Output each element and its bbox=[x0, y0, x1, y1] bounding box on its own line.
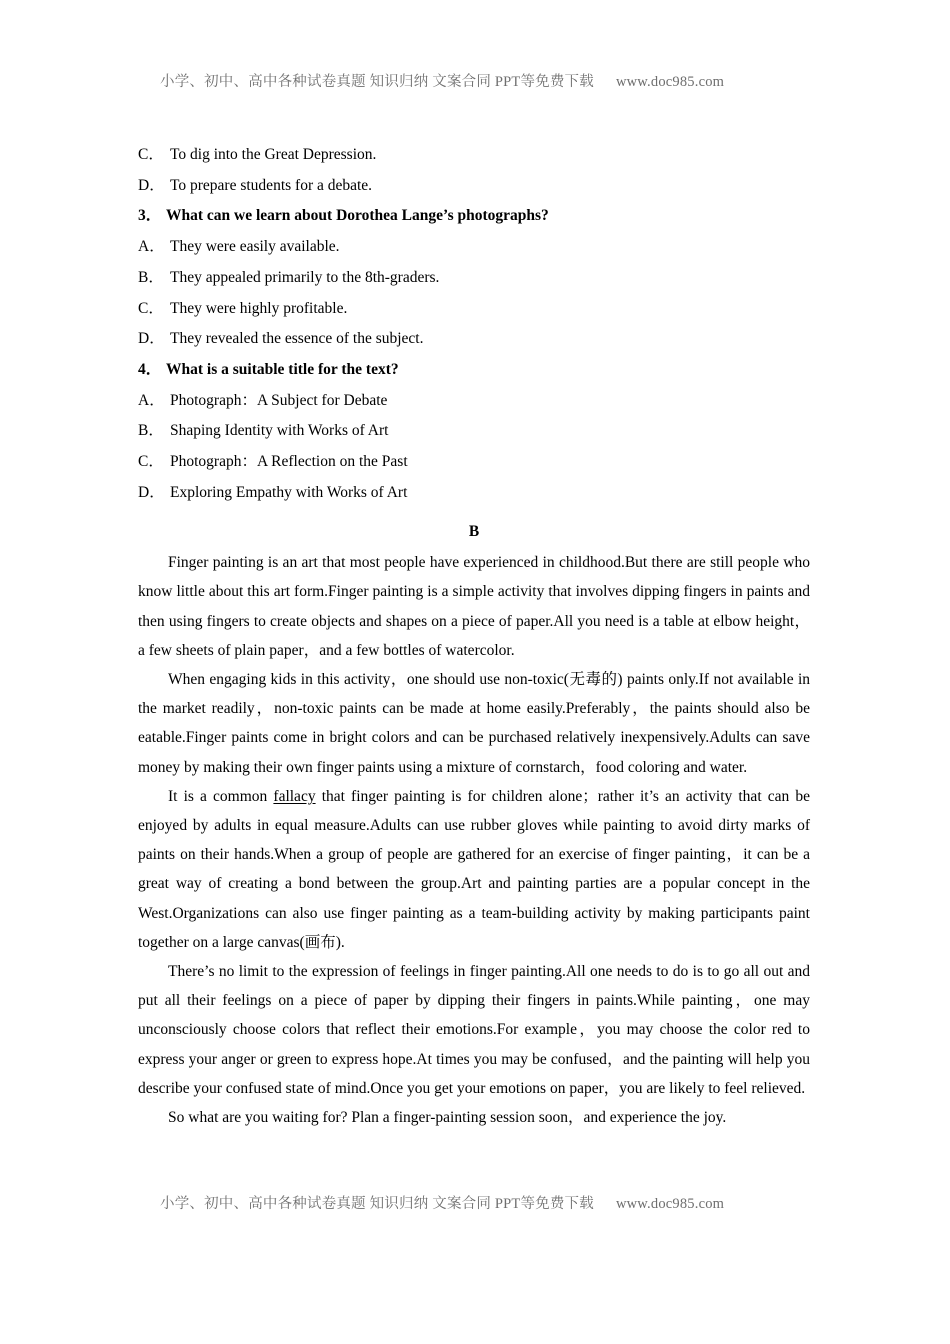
question-number: 4． bbox=[138, 360, 162, 378]
watermark-header-site: www.doc985.com bbox=[615, 74, 725, 90]
section-letter: B bbox=[468, 523, 480, 541]
option-row bbox=[138, 294, 810, 325]
option-marker: C． bbox=[138, 146, 164, 163]
paragraph-text-before: It is a common bbox=[168, 787, 274, 805]
option-marker: C． bbox=[138, 299, 164, 317]
option-row bbox=[138, 416, 810, 447]
option-text: They revealed the essence of the subject. bbox=[170, 330, 424, 348]
option-row bbox=[138, 386, 810, 417]
question-4-stem bbox=[138, 355, 810, 386]
watermark-footer-text: 小学、初中、高中各种试卷真题 知识归纳 文案合同 PPT等免费下载 bbox=[160, 1196, 594, 1212]
option-row bbox=[138, 140, 810, 171]
option-text: Photograph：A Subject for Debate bbox=[170, 391, 388, 409]
option-marker: D． bbox=[138, 330, 165, 348]
watermark-header bbox=[160, 70, 724, 91]
option-row bbox=[138, 263, 810, 294]
option-row bbox=[138, 171, 810, 202]
option-marker: D． bbox=[138, 483, 165, 501]
question-number: 3． bbox=[138, 207, 162, 225]
option-marker: A． bbox=[138, 238, 165, 256]
passage-paragraph: Finger painting is an art that most people have experienced in childhood.But there are still people who know little about this art form.Finger painting is a simple activity that involves dipping fingers in paints and then using fingers to create objects and shapes on a piece of paper.All you need is a table at elbow height，a few sheets of plain paper，and a few bottles of watercolor. bbox=[138, 554, 810, 659]
option-row bbox=[138, 478, 810, 509]
option-row bbox=[138, 232, 810, 263]
option-text: They appealed primarily to the 8th-graders. bbox=[170, 268, 440, 286]
option-text: Photograph：A Reflection on the Past bbox=[170, 453, 408, 471]
option-text: Exploring Empathy with Works of Art bbox=[170, 483, 408, 501]
vocabulary-underline: fallacy bbox=[273, 787, 316, 805]
option-row bbox=[138, 324, 810, 355]
option-text: They were easily available. bbox=[170, 238, 340, 256]
option-text: To prepare students for a debate. bbox=[170, 176, 373, 194]
option-row bbox=[138, 447, 810, 478]
watermark-footer-site: www.doc985.com bbox=[615, 1196, 725, 1212]
document-content bbox=[138, 140, 810, 1132]
option-text: To dig into the Great Depression. bbox=[170, 146, 377, 163]
option-marker: A． bbox=[138, 391, 165, 409]
question-3-stem bbox=[138, 201, 810, 232]
passage-paragraph: So what are you waiting for? Plan a finger-painting session soon，and experience the joy. bbox=[168, 1109, 727, 1126]
option-marker: C． bbox=[138, 453, 164, 471]
option-marker: B． bbox=[138, 422, 164, 440]
watermark-header-text: 小学、初中、高中各种试卷真题 知识归纳 文案合同 PPT等免费下载 bbox=[160, 74, 594, 90]
question-text: What is a suitable title for the text? bbox=[166, 360, 399, 378]
question-text: What can we learn about Dorothea Lange’s photographs? bbox=[166, 207, 549, 225]
option-marker: D． bbox=[138, 176, 165, 194]
passage-paragraph: When engaging kids in this activity，one should use non-toxic(无毒的) paints only.If not available in the market readily，non-toxic paints can be made at home easily.Preferably，the paints should also be eatable.Finger paints come in bright colors and can be purchased relatively inexpensively.Adults can save money by making their own finger paints using a mixture of cornstarch，food coloring and water. bbox=[138, 670, 810, 776]
option-text: They were highly profitable. bbox=[170, 299, 348, 317]
watermark-footer bbox=[160, 1192, 724, 1213]
passage-paragraph: There’s no limit to the expression of feelings in finger painting.All one needs to do is to go all out and put all their feelings on a piece of paper by dipping their fingers in paints.While painting，one may unconsciously choose colors that reflect their emotions.For example，you may choose the color red to express your anger or green to express hope.At times you may be confused，and the painting will help you describe your confused state of mind.Once you get your emotions on paper，you are likely to feel relieved. bbox=[138, 962, 810, 1097]
option-text: Shaping Identity with Works of Art bbox=[170, 422, 389, 440]
paragraph-text-after: that finger painting is for children alone；rather it’s an activity that can be enjoyed by adults in equal measure.Adults can use rubber gloves while painting to avoid dirty marks of paints on their hands.When a group of people are gathered for an exercise of finger painting，it can be a great way of creating a bond between the group.Art and painting parties are a popular concept in the West.Organizations can also use finger painting as a team-building activity by making participants paint together on a large canvas(画布). bbox=[138, 787, 810, 951]
passage-paragraph bbox=[138, 782, 810, 957]
option-marker: B． bbox=[138, 268, 164, 286]
